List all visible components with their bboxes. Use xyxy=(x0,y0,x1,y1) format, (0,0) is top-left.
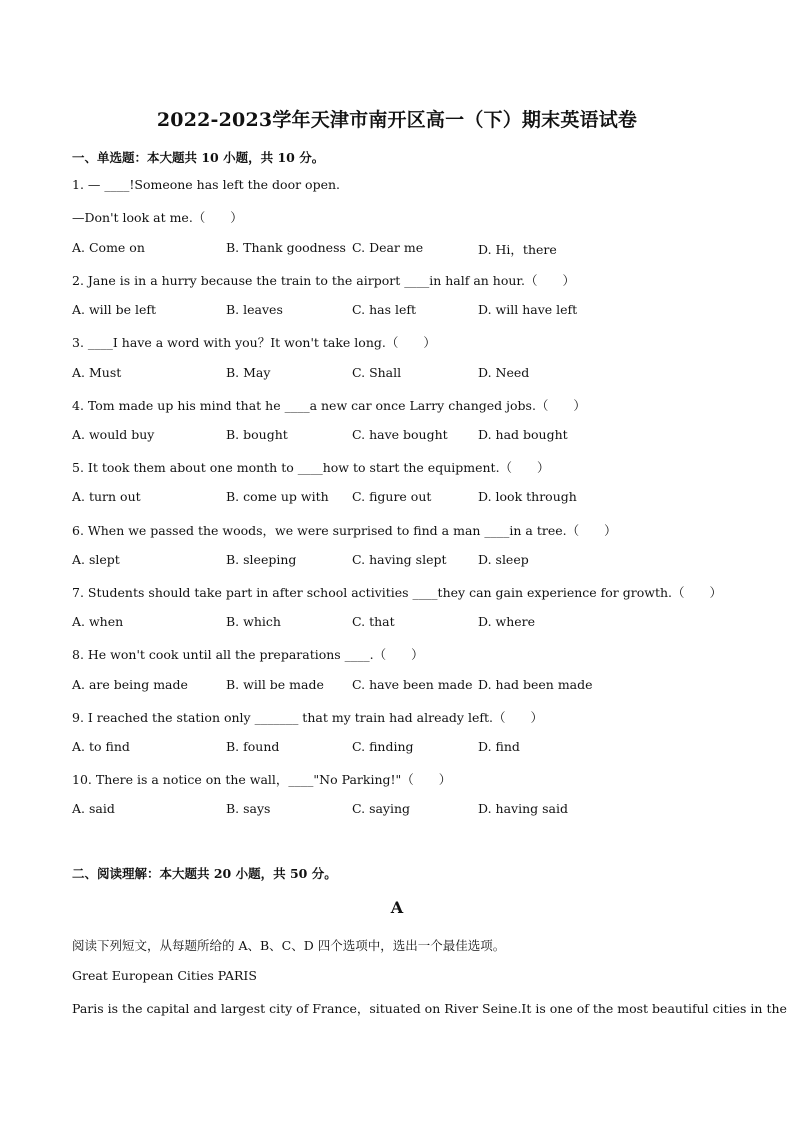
question-1-options xyxy=(72,240,712,258)
option-c: C. having slept xyxy=(352,552,447,567)
question-8-stem: 8. He won't cook until all the preparations ____.（ ） xyxy=(72,647,424,662)
option-a: A. turn out xyxy=(72,489,141,504)
question-5-options xyxy=(72,489,712,507)
option-c: C. Shall xyxy=(352,365,402,380)
option-b: B. May xyxy=(226,365,271,380)
question-9-stem: 9. I reached the station only _______ that my train had already left.（ ） xyxy=(72,710,543,725)
option-c: C. that xyxy=(352,614,395,629)
option-b: B. bought xyxy=(226,427,288,442)
option-a: A. would buy xyxy=(72,427,155,442)
page-title: 2022-2023学年天津市南开区高一（下）期末英语试卷 xyxy=(156,109,638,131)
option-b: B. says xyxy=(226,801,271,816)
question-8-options xyxy=(72,677,712,695)
passage-text: Paris is the capital and largest city of France，situated on River Seine.It is one of the most beautiful cities in the xyxy=(72,1001,787,1016)
option-a: A. are being made xyxy=(72,677,188,692)
option-a: A. when xyxy=(72,614,124,629)
question-3-options xyxy=(72,365,712,383)
option-c: C. saying xyxy=(352,801,411,816)
section-heading-single-choice: 一、单选题：本大题共 10 小题，共 10 分。 xyxy=(72,150,325,165)
question-7-options xyxy=(72,614,712,632)
option-c: C. Dear me xyxy=(352,240,424,255)
option-b: B. sleeping xyxy=(226,552,297,567)
question-6-stem: 6. When we passed the woods，we were surprised to find a man ____in a tree.（ ） xyxy=(72,523,617,538)
option-d: D. look through xyxy=(478,489,577,504)
option-c: C. figure out xyxy=(352,489,432,504)
option-a: A. Must xyxy=(72,365,122,380)
question-3-stem: 3. ____I have a word with you？It won't take long.（ ） xyxy=(72,335,436,350)
option-d: D. having said xyxy=(478,801,568,816)
question-5-stem: 5. It took them about one month to ____how to start the equipment.（ ） xyxy=(72,460,550,475)
question-2-options xyxy=(72,302,712,320)
option-c: C. has left xyxy=(352,302,417,317)
option-d: D. had bought xyxy=(478,427,568,442)
option-a: A. slept xyxy=(72,552,120,567)
option-d: D. Hi，there xyxy=(478,242,557,257)
question-6-options xyxy=(72,552,712,570)
option-d: D. had been made xyxy=(478,677,593,692)
option-a: A. to find xyxy=(72,739,130,754)
question-4-stem: 4. Tom made up his mind that he ____a new car once Larry changed jobs.（ ） xyxy=(72,398,586,413)
part-a-heading: A xyxy=(390,898,404,917)
option-b: B. Thank goodness xyxy=(226,240,346,255)
option-c: C. have been made xyxy=(352,677,473,692)
option-d: D. Need xyxy=(478,365,530,380)
option-d: D. find xyxy=(478,739,520,754)
option-a: A. Come on xyxy=(72,240,145,255)
section-heading-reading: 二、阅读理解：本大题共 20 小题，共 50 分。 xyxy=(72,866,337,881)
question-10-stem: 10. There is a notice on the wall，____"No Parking!"（ ） xyxy=(72,772,452,787)
option-a: A. said xyxy=(72,801,115,816)
question-1-stem: 1. — ____!Someone has left the door open. xyxy=(72,177,340,192)
question-2-stem: 2. Jane is in a hurry because the train to the airport ____in half an hour.（ ） xyxy=(72,273,576,288)
question-10-options xyxy=(72,801,712,819)
option-c: C. finding xyxy=(352,739,414,754)
option-b: B. found xyxy=(226,739,280,754)
question-9-options xyxy=(72,739,712,757)
option-c: C. have bought xyxy=(352,427,448,442)
reading-instructions: 阅读下列短文，从每题所给的 A、B、C、D 四个选项中，选出一个最佳选项。 xyxy=(72,938,506,953)
option-d: D. where xyxy=(478,614,536,629)
passage-title: Great European Cities PARIS xyxy=(72,968,257,983)
option-b: B. come up with xyxy=(226,489,329,504)
option-a: A. will be left xyxy=(72,302,157,317)
option-d: D. sleep xyxy=(478,552,529,567)
option-b: B. which xyxy=(226,614,281,629)
question-1-stem-reply: —Don't look at me.（ ） xyxy=(72,210,243,225)
option-b: B. leaves xyxy=(226,302,283,317)
option-d: D. will have left xyxy=(478,302,578,317)
option-b: B. will be made xyxy=(226,677,324,692)
question-4-options xyxy=(72,427,712,445)
question-7-stem: 7. Students should take part in after school activities ____they can gain experience for growth.（ ） xyxy=(72,585,723,600)
